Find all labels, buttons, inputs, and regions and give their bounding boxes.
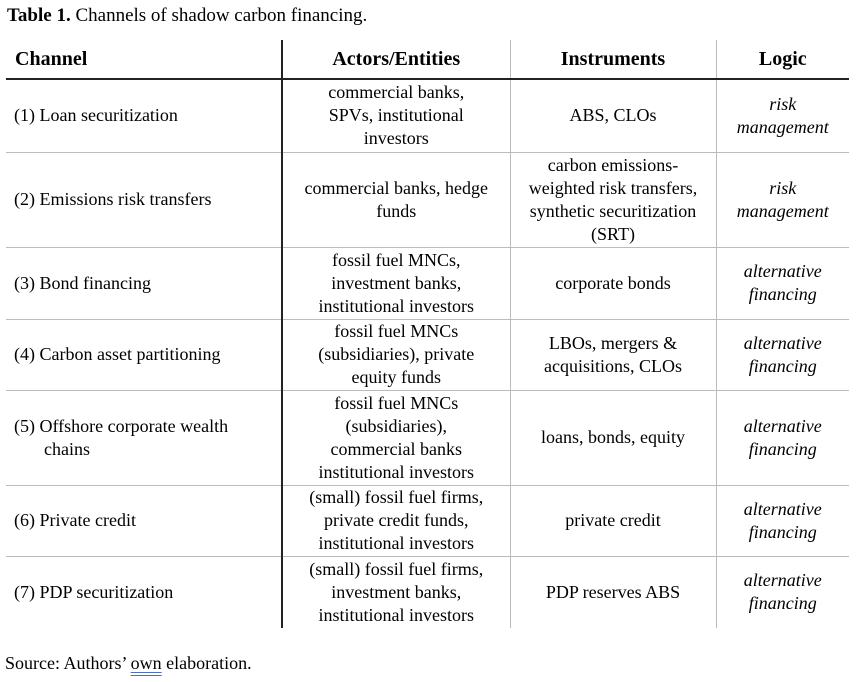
actors-text: (small) fossil fuel firms, private credit funds, institutional investors (309, 487, 484, 553)
channel-name: (3) Bond financing (14, 272, 151, 293)
actors-cell (282, 556, 510, 628)
channel-cell (6, 79, 282, 152)
spellcheck-flagged-word[interactable]: own (130, 653, 162, 673)
actors-cell (282, 79, 510, 152)
logic-cell (716, 319, 849, 390)
header-actors: Actors/Entities (282, 40, 510, 79)
logic-text: alternative financing (743, 498, 822, 542)
actors-text: (small) fossil fuel firms, investment banks, institutional investors (309, 558, 484, 625)
actors-text: commercial banks, SPVs, institutional investors (328, 82, 465, 149)
actors-text: fossil fuel MNCs (subsidiaries), commercial banks institutional investors (318, 392, 474, 482)
actors-text: fossil fuel MNCs, investment banks, institutional investors (318, 249, 474, 316)
instruments-text: ABS, CLOs (569, 105, 657, 126)
instruments-text: carbon emissions-weighted risk transfers, synthetic securitization (SRT) (528, 154, 698, 244)
logic-text: risk management (736, 177, 829, 221)
instruments-text: private credit (565, 510, 661, 530)
table-header-row (6, 40, 849, 79)
instruments-cell (510, 319, 716, 390)
channel-name: (1) Loan securitization (14, 105, 178, 126)
logic-cell (716, 247, 849, 319)
logic-text: risk management (736, 93, 829, 137)
instruments-cell (510, 152, 716, 247)
actors-cell (282, 319, 510, 390)
table-row (6, 556, 849, 628)
caption-label: Table 1. (7, 5, 71, 26)
channel-cell (6, 247, 282, 319)
instruments-cell (510, 485, 716, 556)
actors-cell (282, 485, 510, 556)
logic-cell (716, 556, 849, 628)
channel-cell (6, 485, 282, 556)
instruments-text: LBOs, mergers & acquisitions, CLOs (544, 332, 682, 376)
instruments-cell (510, 390, 716, 485)
instruments-cell (510, 556, 716, 628)
logic-text: alternative financing (743, 570, 822, 614)
logic-text: alternative financing (743, 415, 822, 459)
instruments-text: loans, bonds, equity (541, 427, 685, 447)
actors-cell (282, 247, 510, 319)
instruments-cell (510, 79, 716, 152)
channel-cell (6, 556, 282, 628)
table-row (6, 152, 849, 247)
instruments-text: PDP reserves ABS (545, 581, 681, 602)
logic-text: alternative financing (743, 332, 822, 376)
actors-cell (282, 152, 510, 247)
table-row (6, 247, 849, 319)
channel-cell (6, 319, 282, 390)
logic-cell (716, 390, 849, 485)
table-row (6, 485, 849, 556)
table-row (6, 390, 849, 485)
channel-name: (5) Offshore corporate wealth chains (14, 415, 229, 459)
channel-cell (6, 152, 282, 247)
table-row (6, 79, 849, 152)
channels-table (6, 40, 849, 628)
channel-name: (4) Carbon asset partitioning (14, 344, 221, 364)
source-note (5, 652, 252, 674)
table-caption (7, 4, 367, 28)
logic-cell (716, 485, 849, 556)
header-instruments: Instruments (510, 40, 716, 79)
channel-name: (2) Emissions risk transfers (14, 189, 212, 209)
actors-text: fossil fuel MNCs (subsidiaries), private equity funds (318, 321, 475, 387)
caption-text: Channels of shadow carbon financing. (75, 5, 368, 26)
actors-cell (282, 390, 510, 485)
logic-cell (716, 152, 849, 247)
instruments-text: corporate bonds (555, 272, 671, 293)
header-logic: Logic (716, 40, 849, 79)
channel-name: (7) PDP securitization (14, 581, 174, 602)
actors-text: commercial banks, hedge funds (304, 177, 488, 221)
source-prefix: Source: Authors’ (5, 653, 131, 673)
header-channel: Channel (6, 40, 282, 79)
source-suffix: elaboration. (161, 653, 252, 673)
instruments-cell (510, 247, 716, 319)
table-row (6, 319, 849, 390)
channel-cell (6, 390, 282, 485)
logic-text: alternative financing (743, 261, 822, 304)
logic-cell (716, 79, 849, 152)
channel-name: (6) Private credit (14, 510, 136, 530)
